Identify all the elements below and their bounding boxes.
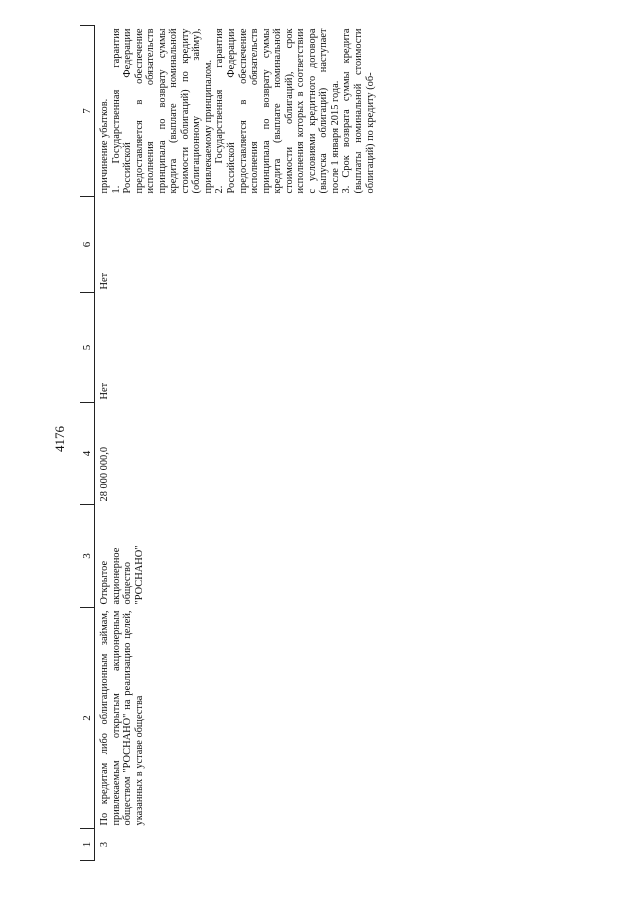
column-header-2: 2 (80, 608, 95, 829)
condition-item-2: 2. Государственная гарантия Российской Федерации предоставляется в обеспечение исполнения обязательств принципала по возврату суммы кредита (выплате номинальной стоимости облигаций), срок исполнения которых в соответствии с условиями кредитного договора (выпуска облигаций) наступает после 1 января 2015 года. (214, 28, 341, 194)
column-header-1: 1 (80, 829, 95, 861)
principal-name: Открытое акционерное общество "РОСНАНО" (99, 545, 145, 605)
column-header-5: 5 (80, 293, 95, 403)
other-conditions (95, 26, 377, 197)
condition-item-1: 1. Государственная гарантия Российской Федерации предоставляется в обеспечение исполнения обязательств принципала по возврату суммы кредита (выплате номинальной стоимости облигаций) по кредиту (облигационному займу), привлекаемому принципалом. (110, 28, 214, 194)
column-header-6: 6 (80, 197, 95, 293)
row-number: 3 (99, 841, 110, 848)
guarantee-amount: 28 000 000,0 (99, 446, 110, 502)
guarantee-purpose: По кредитам либо облигационным займам, привлекаемым открытым акционерным обществом "РОСНАНО" на реализацию целей, указанных в уставе общества (99, 610, 145, 826)
guarantee-table (80, 25, 376, 861)
regress-claim: Нет (99, 382, 110, 400)
collateral-check: Нет (99, 272, 110, 290)
table-row (95, 26, 377, 861)
rotated-page-content (80, 26, 560, 861)
column-header-4: 4 (80, 403, 95, 505)
column-header-3: 3 (80, 505, 95, 608)
page-number: 4176 (52, 426, 67, 452)
header-row (80, 26, 95, 861)
condition-text-continuation: причинение убытков. (99, 98, 110, 194)
condition-item-3: 3. Срок возврата суммы кредита (выплаты номинальной стоимости облигаций) по кредиту (об- (341, 28, 376, 194)
column-header-7: 7 (80, 26, 95, 197)
